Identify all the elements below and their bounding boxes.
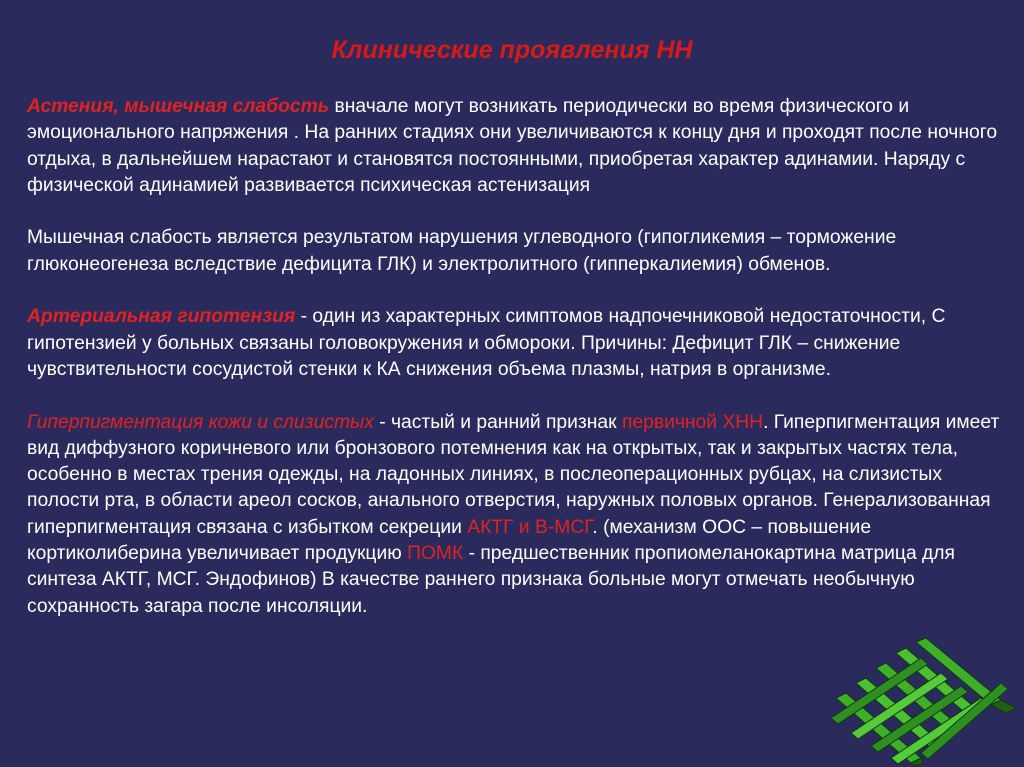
paragraph-hypotension-text: - один из характерных симптомов надпочечниковой недостаточности, С гипотензией у больных связаны головокружения и обмороки. Причины: Дефицит ГЛК – снижение чувствительности сосудистой стенки к КА снижения объема плазмы, натрия в организме.	[27, 306, 946, 380]
paragraph-hyperpigmentation	[27, 410, 1007, 620]
paragraph-muscle-weakness-text: Мышечная слабость является результатом нарушения углеводного (гипогликемия – торможение глюконеогенеза вследствие дефицита ГЛК) и электролитного (гипперкалиемия) обменов.	[27, 227, 897, 275]
paragraph-hypotension	[27, 304, 1007, 383]
term-asthenia: Астения, мышечная слабость	[27, 96, 330, 117]
paragraph-hyperpigmentation-text-1: - частый и ранний признак	[373, 411, 622, 433]
paragraph-asthenia	[27, 94, 1007, 199]
term-hypotension: Артериальная гипотензия	[27, 306, 296, 328]
term-acth-msh: АКТГ и В-МСГ	[467, 516, 593, 538]
paragraph-muscle-weakness	[27, 225, 1007, 278]
green-fence-clipart-icon	[826, 638, 1021, 765]
term-primary-chronic-insufficiency: первичной ХНН	[621, 411, 764, 433]
term-hyperpigmentation: Гиперпигментация кожи и слизистых	[27, 411, 374, 433]
slide-title: Клинические проявления НН	[331, 36, 693, 64]
slide-body	[27, 94, 1007, 620]
paragraph-hyperpigmentation-text-2: . Гиперпигментация имеет вид диффузного коричневого или бронзового потемнения как на открытых, так и закрытых частях тела, особенно в местах трения одежды, на ладонных линиях, в послеоперационных рубцах, на слизистых полости рта, в области ареол сосков, анального отверстия, наружных половых органов. Генерализованная гиперпигментация связана с избытком секреции	[27, 411, 1000, 538]
paragraph-hyperpigmentation-text-4: - предшественник пропиомеланокартина матрица для синтеза АКТГ, МСГ. Эндофинов) В качестве раннего признака больные могут отмечать необычную сохранность загара после инсоляции.	[27, 543, 956, 617]
paragraph-asthenia-text: вначале могут возникать периодически во время физического и эмоционального напряжения . На ранних стадиях они увеличиваются к концу дня и проходят после ночного отдыха, в дальнейшем нарастают и становятся постоянными, приобретая характер адинамии. Наряду с физической адинамией развивается психическая астенизация	[27, 96, 998, 196]
term-pomc: ПОМК	[407, 543, 464, 565]
paragraph-hyperpigmentation-text-3: . (механизм ООС – повышение кортиколиберина увеличивает продукцию	[27, 516, 872, 565]
